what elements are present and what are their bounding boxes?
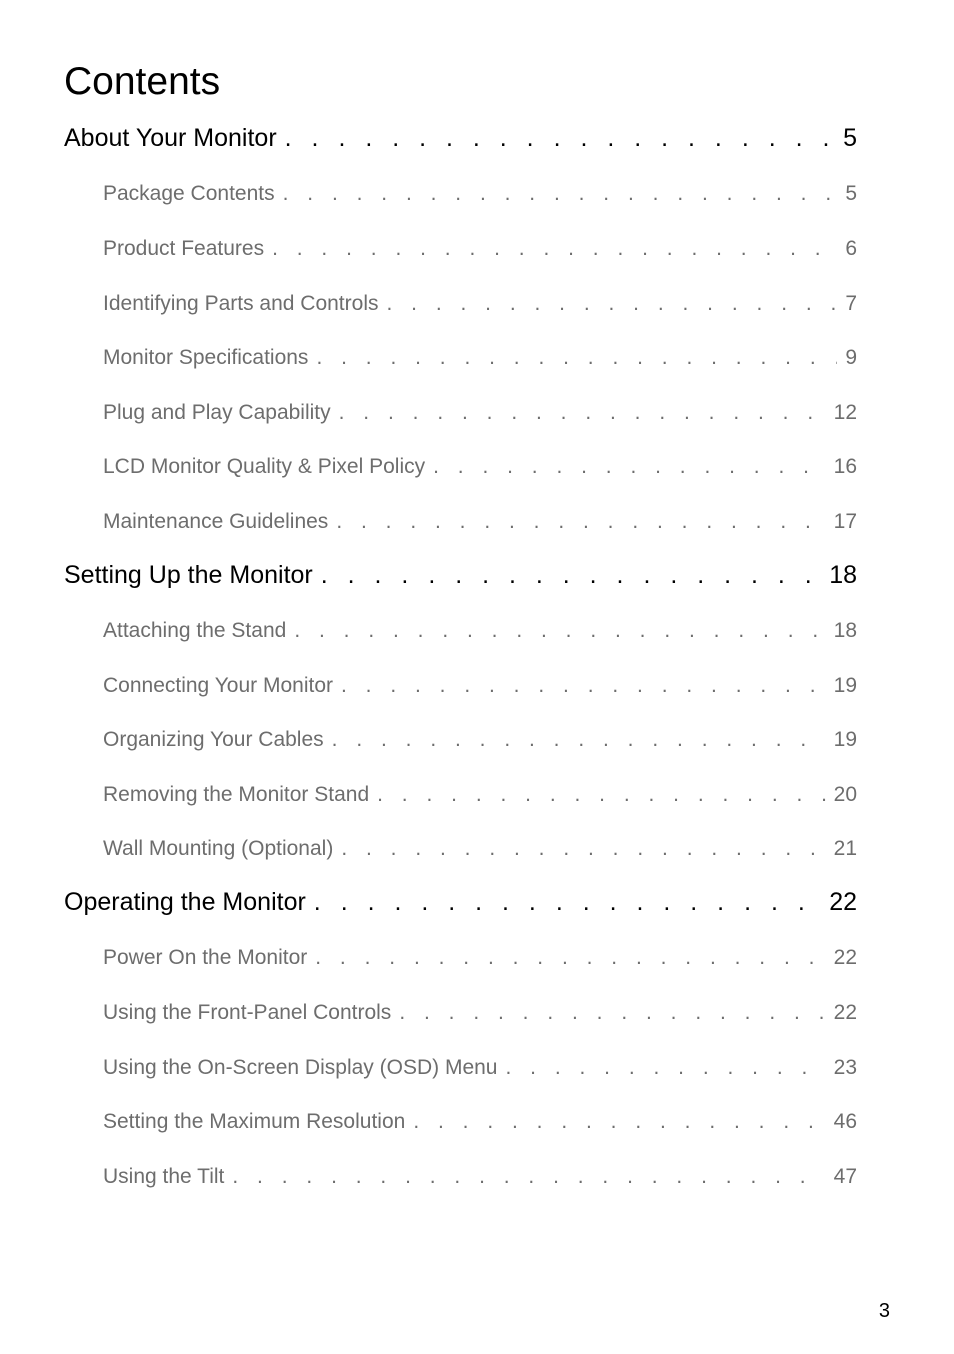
toc-item-label: Product Features bbox=[103, 237, 265, 260]
toc-page-number: 22 bbox=[833, 946, 857, 969]
toc-item-max-resolution[interactable] bbox=[103, 1110, 857, 1140]
toc-page-number: 6 bbox=[845, 237, 857, 260]
toc-section-operating[interactable] bbox=[64, 888, 857, 922]
dot-leader bbox=[433, 455, 826, 479]
toc-page-number: 5 bbox=[843, 124, 857, 152]
dot-leader bbox=[341, 674, 826, 698]
dot-leader bbox=[321, 561, 821, 590]
dot-leader bbox=[294, 619, 825, 643]
page-number: 3 bbox=[878, 1300, 890, 1322]
toc-item-attaching-stand[interactable] bbox=[103, 619, 857, 649]
toc-item-label: Package Contents bbox=[103, 182, 275, 205]
dot-leader bbox=[377, 783, 826, 807]
toc-page-number: 19 bbox=[833, 674, 857, 697]
toc-page-number: 22 bbox=[833, 1001, 857, 1024]
dot-leader bbox=[314, 888, 821, 917]
dot-leader bbox=[505, 1056, 825, 1080]
dot-leader bbox=[232, 1165, 825, 1189]
dot-leader bbox=[386, 292, 837, 316]
toc-page-number: 18 bbox=[833, 619, 857, 642]
toc-page-number: 7 bbox=[845, 292, 857, 315]
toc-page-number: 9 bbox=[845, 346, 857, 369]
toc-item-label: Plug and Play Capability bbox=[103, 401, 331, 424]
toc-item-power-on[interactable] bbox=[103, 946, 857, 976]
toc-item-removing-stand[interactable] bbox=[103, 783, 857, 813]
dot-leader bbox=[336, 510, 825, 534]
toc-page-number: 23 bbox=[833, 1056, 857, 1079]
toc-page-number: 21 bbox=[833, 837, 857, 860]
toc-item-connecting-monitor[interactable] bbox=[103, 674, 857, 704]
dot-leader bbox=[339, 401, 826, 425]
toc-item-label: Organizing Your Cables bbox=[103, 728, 324, 751]
toc-item-lcd-quality[interactable] bbox=[103, 455, 857, 485]
dot-leader bbox=[316, 346, 837, 370]
toc-page-number: 12 bbox=[833, 401, 857, 424]
toc-page-number: 19 bbox=[833, 728, 857, 751]
page-title: Contents bbox=[64, 60, 221, 103]
toc-page-number: 17 bbox=[833, 510, 857, 533]
dot-leader bbox=[341, 837, 825, 861]
toc-page-number: 20 bbox=[833, 783, 857, 806]
toc-page-number: 46 bbox=[833, 1110, 857, 1133]
toc-item-wall-mounting[interactable] bbox=[103, 837, 857, 867]
toc-page-number: 22 bbox=[829, 888, 857, 916]
toc-page-number: 18 bbox=[829, 561, 857, 589]
toc-item-product-features[interactable] bbox=[103, 237, 857, 267]
dot-leader bbox=[272, 237, 837, 261]
toc-item-organizing-cables[interactable] bbox=[103, 728, 857, 758]
toc-item-label: Removing the Monitor Stand bbox=[103, 783, 370, 806]
toc-item-label: Using the Front-Panel Controls bbox=[103, 1001, 392, 1024]
toc-item-label: Setting the Maximum Resolution bbox=[103, 1110, 406, 1133]
dot-leader bbox=[285, 124, 835, 153]
toc-item-label: Using the Tilt bbox=[103, 1165, 225, 1188]
toc-item-osd-menu[interactable] bbox=[103, 1056, 857, 1086]
dot-leader bbox=[413, 1110, 825, 1134]
toc-item-label: Power On the Monitor bbox=[103, 946, 308, 969]
toc-item-label: Connecting Your Monitor bbox=[103, 674, 333, 697]
toc-item-label: Identifying Parts and Controls bbox=[103, 292, 379, 315]
toc-section-label: Setting Up the Monitor bbox=[64, 561, 313, 589]
toc-section-label: Operating the Monitor bbox=[64, 888, 306, 916]
toc-item-front-panel[interactable] bbox=[103, 1001, 857, 1031]
dot-leader bbox=[399, 1001, 825, 1025]
toc-item-label: Wall Mounting (Optional) bbox=[103, 837, 334, 860]
toc-item-label: Using the On-Screen Display (OSD) Menu bbox=[103, 1056, 498, 1079]
toc-section-label: About Your Monitor bbox=[64, 124, 277, 152]
toc-section-setting-up[interactable] bbox=[64, 561, 857, 595]
dot-leader bbox=[332, 728, 826, 752]
toc-item-label: LCD Monitor Quality & Pixel Policy bbox=[103, 455, 426, 478]
toc-item-monitor-specifications[interactable] bbox=[103, 346, 857, 376]
toc-item-maintenance[interactable] bbox=[103, 510, 857, 540]
dot-leader bbox=[283, 182, 838, 206]
toc-page-number: 16 bbox=[833, 455, 857, 478]
toc-page-number: 5 bbox=[845, 182, 857, 205]
toc-item-package-contents[interactable] bbox=[103, 182, 857, 212]
toc-item-label: Attaching the Stand bbox=[103, 619, 287, 642]
dot-leader bbox=[315, 946, 825, 970]
toc-item-using-tilt[interactable] bbox=[103, 1165, 857, 1195]
toc-page-number: 47 bbox=[833, 1165, 857, 1188]
toc-item-identifying-parts[interactable] bbox=[103, 292, 857, 322]
toc-item-label: Maintenance Guidelines bbox=[103, 510, 329, 533]
toc-section-about-your-monitor[interactable] bbox=[64, 124, 857, 158]
toc-item-plug-and-play[interactable] bbox=[103, 401, 857, 431]
toc-item-label: Monitor Specifications bbox=[103, 346, 309, 369]
